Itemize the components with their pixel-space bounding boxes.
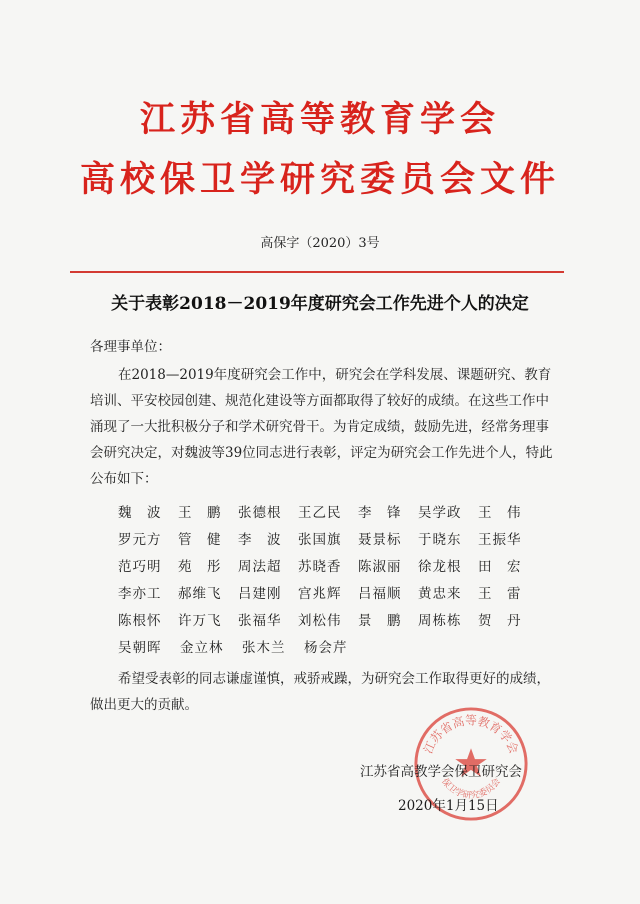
honoree-list — [118, 500, 538, 662]
honoree-row — [118, 527, 538, 554]
honoree-name: 聂景标 — [358, 532, 402, 548]
honoree-name: 李 锋 — [358, 505, 402, 521]
honoree-row — [118, 608, 538, 635]
honoree-name: 管 健 — [178, 532, 222, 548]
signature-date: 2020年1月15日 — [398, 798, 499, 814]
honoree-name: 罗元方 — [118, 532, 162, 548]
honoree-name: 张国旗 — [298, 532, 342, 548]
document-number: 高保字（2020）3号 — [260, 236, 380, 251]
honoree-name: 范巧明 — [118, 559, 162, 575]
honoree-name: 张福华 — [238, 613, 282, 629]
honoree-name: 王 鹏 — [178, 505, 222, 521]
honoree-name: 于晓东 — [418, 532, 462, 548]
honoree-name: 周法超 — [238, 559, 282, 575]
header-line-2: 高校保卫学研究委员会文件 — [79, 159, 560, 200]
signature-organization: 江苏省高教学会保卫研究会 — [360, 764, 522, 780]
honoree-row — [118, 635, 538, 662]
svg-text:江苏省高等教育学会: 江苏省高等教育学会 — [420, 713, 522, 756]
honoree-name: 王 雷 — [478, 586, 522, 602]
honoree-row — [118, 554, 538, 581]
salutation: 各理事单位： — [90, 339, 171, 355]
honoree-name: 周栋栋 — [418, 613, 462, 629]
honoree-name: 陈根怀 — [118, 613, 162, 629]
honoree-name: 王振华 — [478, 532, 522, 548]
honoree-name: 贺 丹 — [478, 613, 522, 629]
honoree-name: 许万飞 — [178, 613, 222, 629]
honoree-name: 郝维飞 — [178, 586, 222, 602]
honoree-name: 黄忠来 — [418, 586, 462, 602]
header-line-1: 江苏省高等教育学会 — [139, 99, 500, 140]
honoree-name: 张德根 — [238, 505, 282, 521]
honoree-name: 吕建刚 — [238, 586, 282, 602]
paragraph-2: 希望受表彰的同志谦虚谨慎，戒骄戒躁，为研究会工作取得更好的成绩，做出更大的贡献。 — [90, 671, 550, 713]
honoree-name: 苏晓香 — [298, 559, 342, 575]
honoree-name: 刘松伟 — [298, 613, 342, 629]
honoree-name: 陈淑丽 — [358, 559, 402, 575]
honoree-name: 吕福顺 — [358, 586, 402, 602]
honoree-name: 李 波 — [238, 532, 282, 548]
document-title: 关于表彰2018－2019年度研究会工作先进个人的决定 — [111, 294, 529, 314]
honoree-name: 杨会芹 — [304, 640, 348, 656]
honoree-name: 宫兆辉 — [298, 586, 342, 602]
honoree-name: 张木兰 — [242, 640, 286, 656]
honoree-name: 金立林 — [180, 640, 224, 656]
honoree-name: 王 伟 — [478, 505, 522, 521]
honoree-row — [118, 500, 538, 527]
svg-text:保卫学研究委员会: 保卫学研究委员会 — [439, 776, 503, 802]
honoree-row — [118, 581, 538, 608]
honoree-name: 苑 彤 — [178, 559, 222, 575]
honoree-name: 李亦工 — [118, 586, 162, 602]
red-divider — [70, 271, 564, 273]
honoree-name: 徐龙根 — [418, 559, 462, 575]
honoree-name: 吴学政 — [418, 505, 462, 521]
honoree-name: 景 鹏 — [358, 613, 402, 629]
honoree-name: 王乙民 — [298, 505, 342, 521]
honoree-name: 田 宏 — [478, 559, 522, 575]
paragraph-1: 在2018—2019年度研究会工作中，研究会在学科发展、课题研究、教育培训、平安校园创建、规范化建设等方面都取得了较好的成绩。在这些工作中涌现了一大批积极分子和学术研究骨干。为肯定成绩，鼓励先进，经常务理事会研究决定，对魏波等39位同志进行表彰，评定为研究会工作先进个人，特此公布如下： — [90, 367, 553, 487]
honoree-name: 吴朝晖 — [118, 640, 162, 656]
honoree-name: 魏 波 — [118, 505, 162, 521]
